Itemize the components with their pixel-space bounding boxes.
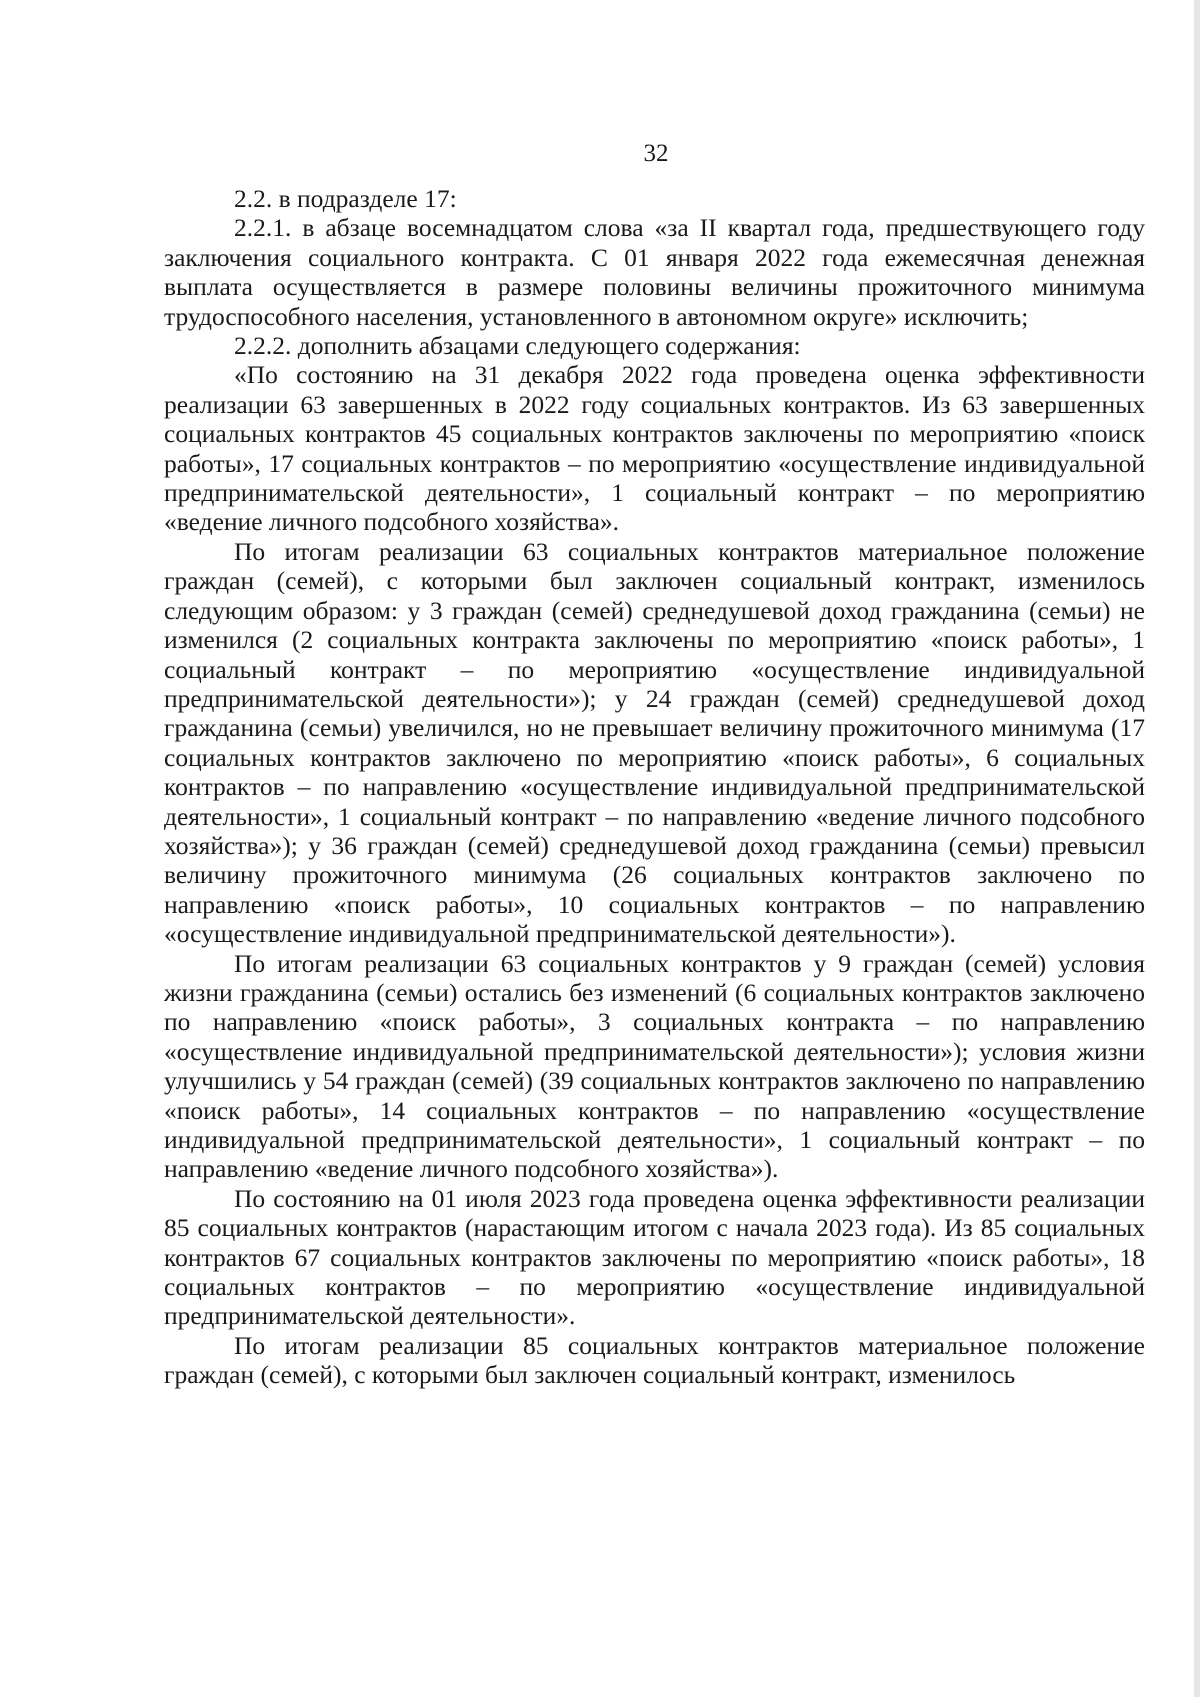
page-number: 32 [643, 140, 669, 167]
document-body [164, 184, 1145, 1390]
paragraph-income-results-2023: По итогам реализации 85 социальных контрактов материальное положение граждан (семей), с которыми был заключен социальный контракт, изменилось [164, 1330, 1145, 1390]
paragraph-assessment-2023: По состоянию на 01 июля 2023 года проведена оценка эффективности реализации 85 социальных контрактов (нарастающим итогом с начала 2023 года). Из 85 социальных контрактов 67 социальных контрактов заключены по мероприятию «поиск работы», 18 социальных контрактов – по мероприятию «осуществление индивидуальной предпринимательской деятельности». [164, 1183, 1145, 1331]
scan-edge [1194, 0, 1200, 1697]
paragraph-subsection-heading: 2.2. в подразделе 17: [234, 184, 457, 213]
paragraph-living-conditions-2022: По итогам реализации 63 социальных контрактов у 9 граждан (семей) условия жизни гражданина (семьи) остались без изменений (6 социальных контрактов заключено по направлению «поиск работы», 3 социальных контракта – по направлению «осуществление индивидуальной предпринимательской деятельности»); условия жизни улучшились у 54 граждан (семей) (39 социальных контрактов заключено по направлению «поиск работы», 14 социальных контрактов – по направлению «осуществление индивидуальной предпринимательской деятельности», 1 социальный контракт – по направлению «ведение личного подсобного хозяйства»). [164, 948, 1145, 1184]
paragraph-assessment-2022: «По состоянию на 31 декабря 2022 года проведена оценка эффективности реализации 63 завершенных в 2022 году социальных контрактов. Из 63 завершенных социальных контрактов 45 социальных контрактов заключены по мероприятию «поиск работы», 17 социальных контрактов – по мероприятию «осуществление индивидуальной предпринимательской деятельности», 1 социальный контракт – по мероприятию «ведение личного подсобного хозяйства». [164, 360, 1145, 537]
paragraph-income-results-2022: По итогам реализации 63 социальных контрактов материальное положение граждан (семей), с которыми был заключен социальный контракт, изменилось следующим образом: у 3 граждан (семей) среднедушевой доход гражданина (семьи) не изменился (2 социальных контракта заключены по мероприятию «поиск работы», 1 социальный контракт – по мероприятию «осуществление индивидуальной предпринимательской деятельности»); у 24 граждан (семей) среднедушевой доход гражданина (семьи) увеличился, но не превышает величину прожиточного минимума (17 социальных контрактов заключено по мероприятию «поиск работы», 6 социальных контрактов – по направлению «осуществление индивидуальной предпринимательской деятельности», 1 социальный контракт – по направлению «ведение личного подсобного хозяйства»); у 36 граждан (семей) среднедушевой доход гражданина (семьи) превысил величину прожиточного минимума (26 социальных контрактов заключено по направлению «поиск работы», 10 социальных контрактов – по направлению «осуществление индивидуальной предпринимательской деятельности»). [164, 536, 1145, 949]
paragraph-amendment-2-2-1: 2.2.1. в абзаце восемнадцатом слова «за II квартал года, предшествующего году заключения социального контракта. С 01 января 2022 года ежемесячная денежная выплата осуществляется в размере половины величины прожиточного минимума трудоспособного населения, установленного в автономном округе» исключить; [164, 213, 1145, 331]
paragraph-amendment-2-2-2: 2.2.2. дополнить абзацами следующего содержания: [234, 331, 801, 361]
